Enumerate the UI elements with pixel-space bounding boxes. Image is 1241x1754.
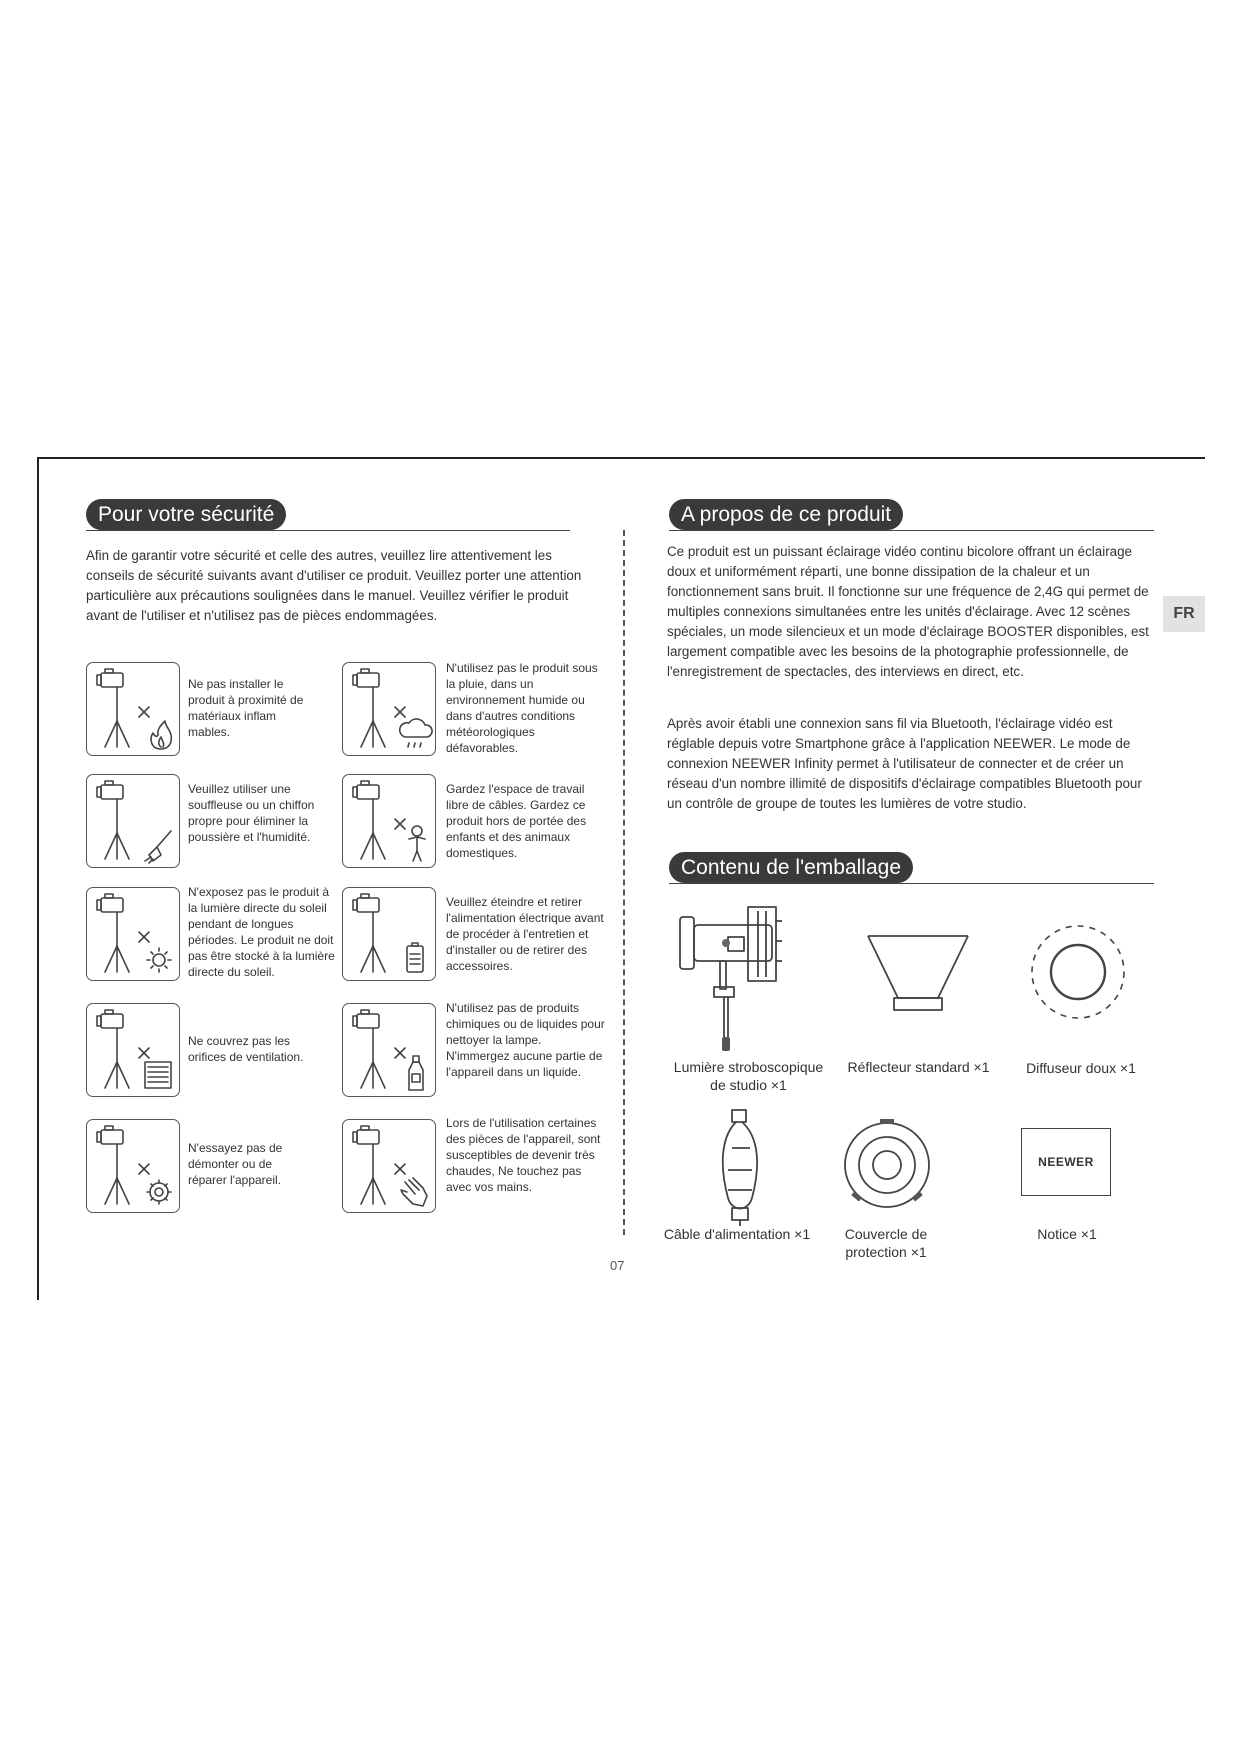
about-heading-rule [669,530,1154,531]
safety-card-10 [342,1119,436,1213]
page-frame-left [37,457,39,1300]
safety-card-7 [86,1003,180,1097]
language-tab: FR [1163,596,1205,632]
child-icon [343,775,435,867]
vent-grille-icon [87,1004,179,1096]
contents-heading: Contenu de l'emballage [669,852,913,883]
flame-icon [87,663,179,755]
safety-card-9 [86,1119,180,1213]
contents-label-diffuser: Diffuseur doux ×1 [1026,1060,1136,1076]
brush-icon [87,775,179,867]
about-heading: A propos de ce produit [669,499,903,530]
safety-card-2-text: N'utilisez pas le produit sous la pluie, dans un environnement humide ou dans d'autres conditions météorologiques défavorables. [446,661,598,755]
battery-icon [343,888,435,980]
about-paragraph-1: Ce produit est un puissant éclairage vidéo continu bicolore offrant un éclairage doux et uniformément réparti, une bonne dissipation de la chaleur et un fonctionnement sans bruit. Il fonctionne sur une fréquence de 2,4G qui permet de multiples connexions simultanées entre les unités d'éclairage. Avec 12 scènes spéciales, un mode silencieux et un mode d'éclairage BOOSTER disponibles, est largement compatible avec les besoins de la photographie professionnelle, de l'enregistrement de spectacles, des interviews en direct, etc. [667,544,1149,679]
safety-card-2 [342,662,436,756]
chemical-bottle-icon [343,1004,435,1096]
manual-icon [1021,1128,1111,1196]
safety-card-9-text: N'essayez pas de démonter ou de réparer l'appareil. [188,1141,283,1187]
safety-card-3 [86,774,180,868]
safety-heading-rule [86,530,570,531]
safety-card-6 [342,887,436,981]
safety-card-10-text: Lors de l'utilisation certaines des pièces de l'appareil, sont susceptibles de devenir très chaudes, Ne touchez pas avec vos mains. [446,1116,601,1194]
page-number: 07 [610,1258,625,1273]
power-cable-icon [710,1108,770,1228]
safety-intro: Afin de garantir votre sécurité et celle des autres, veuillez lire attentivement les conseils de sécurité suivants avant d'utiliser ce produit. Veuillez porter une attention particulière aux précautions soulignées dans le manuel. Veuillez vérifier le produit avant de l'utiliser et n'utilisez pas de pièces endommagées. [86,548,582,623]
safety-card-8-text: N'utilisez pas de produits chimiques ou de liquides pour nettoyer la lampe. N'immergez aucune partie de l'appareil dans un liquide. [446,1001,605,1079]
contents-label-cable: Câble d'alimentation ×1 [663,1226,811,1242]
contents-label-reflector: Réflecteur standard ×1 [847,1059,990,1075]
contents-label-cover: Couvercle de protection ×1 [844,1226,928,1260]
contents-heading-rule [669,883,1154,884]
safety-card-8 [342,1003,436,1097]
safety-card-7-text: Ne couvrez pas les orifices de ventilation. [188,1034,304,1064]
gear-icon [87,1120,179,1212]
neewer-logo: NEEWER [1038,1155,1094,1169]
contents-label-light: Lumière stroboscopique de studio ×1 [673,1059,824,1093]
safety-card-3-text: Veuillez utiliser une souffleuse ou un chiffon propre pour éliminer la poussière et l'humidité. [188,782,315,844]
diffuser-icon [1028,922,1128,1022]
hand-icon [343,1120,435,1212]
reflector-icon [866,930,970,1022]
safety-card-4-text: Gardez l'espace de travail libre de câbles. Gardez ce produit hors de portée des enfants et des animaux domestiques. [446,782,587,860]
rain-cloud-icon [343,663,435,755]
safety-card-4 [342,774,436,868]
safety-card-5-text: N'exposez pas le produit à la lumière directe du soleil pendant de longues périodes. Le produit ne doit pas être stocké à la lumière directe du soleil. [188,885,335,979]
safety-card-1 [86,662,180,756]
column-divider [623,530,625,1235]
safety-card-1-text: Ne pas installer le produit à proximité de matériaux inflam mables. [188,677,304,739]
protective-cover-icon [840,1116,934,1210]
safety-heading: Pour votre sécurité [86,499,286,530]
studio-light-icon [668,897,818,1057]
about-paragraph-2: Après avoir établi une connexion sans fil via Bluetooth, l'éclairage vidéo est réglable depuis votre Smartphone grâce à l'application NEEWER. Le mode de connexion NEEWER Infinity permet à l'utilisateur de connecter et de créer un réseau d'un nombre illimité de dispositifs d'éclairage compatibles Bluetooth pour un contrôle de groupe de toutes les lumières de votre studio. [667,716,1142,811]
contents-label-manual: Notice ×1 [1037,1226,1097,1242]
sun-icon [87,888,179,980]
safety-card-5 [86,887,180,981]
page-frame-top [37,457,1205,459]
safety-card-6-text: Veuillez éteindre et retirer l'alimentation électrique avant de procéder à l'entretien et d'installer ou de retirer des accessoires. [446,895,604,973]
